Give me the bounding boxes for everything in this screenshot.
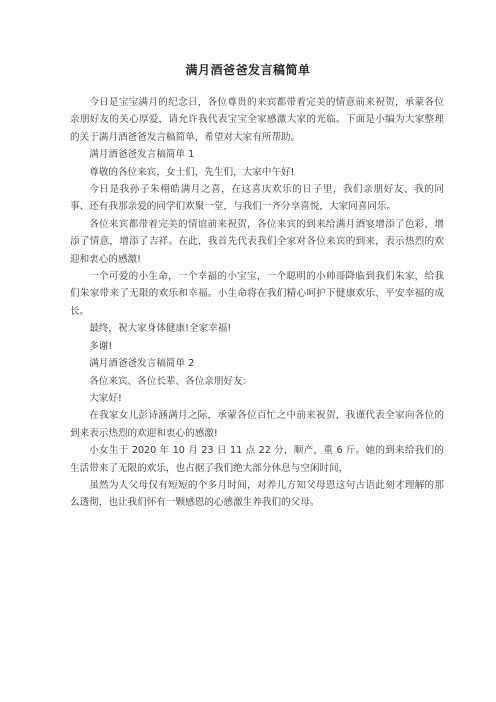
paragraph: 各位来宾、各位长辈、各位亲朋好友：: [89, 375, 253, 387]
paragraph: 各位来宾都带着完美的情谊前来祝贺，各位来宾的到来给满月酒宴增添了色彩，增添了情意，增添了吉祥。在此，我首先代表我们全家对各位来宾的到来，表示热烈的欢迎和衷心的感激!: [70, 218, 444, 265]
paragraph: 虽然为人父母仅有短短的个多月时间，对养儿方知父母恩这句古语此刻才理解的那么透彻，也让我们怀有一颗感恩的心感激生养我们的父母。: [70, 479, 444, 509]
paragraph: 大家好!: [89, 392, 122, 404]
paragraph: 今日是我孙子朱栩皓满月之喜，在这喜庆欢乐的日子里，我们亲朋好友、我的同事、还有我那亲爱的同学们欢聚一堂，与我们一齐分享喜悦，大家同喜同乐。: [70, 184, 444, 213]
paragraph: 多谢!: [89, 340, 113, 352]
document-title: 满月酒爸爸发言稿简单: [185, 63, 311, 77]
paragraph: 小女生于 2020 年 10 月 23 日 11 点 22 分，顺产，重 6 斤。她的到来给我们的生活带来了无限的欢乐，也占据了我们绝大部分休息与空闲时间，: [70, 445, 444, 474]
paragraph: 一个可爱的小生命，一个幸福的小宝宝，一个聪明的小帅哥降临到我们朱家，给我们朱家带来了无限的欢乐和幸福。小生命将在我们精心呵护下健康欢乐、平安幸福的成长。: [70, 271, 444, 317]
paragraph: 在我家女儿彭诗涵满月之际，承蒙各位百忙之中前来祝贺，我谨代表全家向各位的到来表示热烈的欢迎和衷心的感激!: [70, 410, 444, 439]
paragraph: 尊敬的各位来宾，女士们，先生们，大家中午好!: [89, 166, 295, 178]
section-heading-2: 满月酒爸爸发言稿简单 2: [89, 358, 195, 370]
section-heading-1: 满月酒爸爸发言稿简单 1: [89, 149, 195, 161]
document-body: [70, 94, 444, 512]
paragraph-intro: 今日是宝宝满月的纪念日，各位尊贵的来宾都带着完美的情意前来祝贺，承蒙各位亲朋好友的关心厚爱，请允许我代表宝宝全家感激大家的光临。下面是小编为大家整理的关于满月酒爸爸发言稿简单，希望对大家有所帮助。: [70, 97, 444, 143]
paragraph: 最终，祝大家身体健康!全家幸福!: [89, 323, 232, 335]
